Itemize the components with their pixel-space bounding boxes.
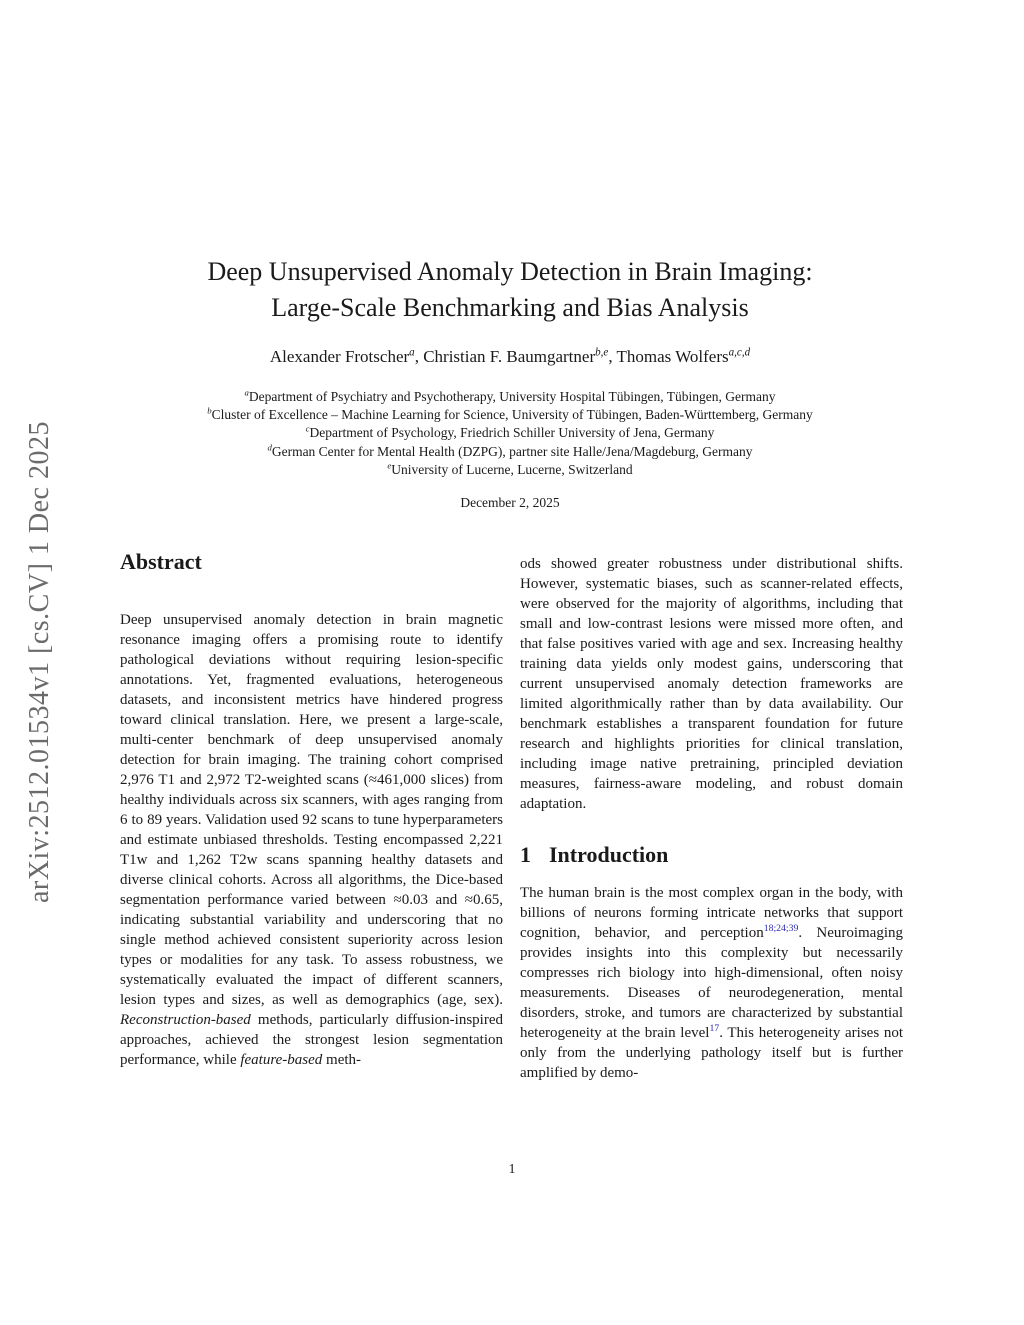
author-name: Thomas Wolfers: [616, 347, 729, 366]
affiliation-list: [110, 388, 910, 479]
title-line-1: Deep Unsupervised Anomaly Detection in Brain Imaging:: [207, 257, 813, 286]
abstract-emphasis-feature: feature-based: [240, 1052, 323, 1068]
section-title: Introduction: [549, 842, 669, 867]
affiliation-mark: c: [305, 423, 310, 434]
abstract-text-part-1: Deep unsupervised anomaly detection in brain magnetic resonance imaging offers a promising route to identify pathological deviations without requiring lesion-specific annotations. Yet, fragmented evaluations, heterogeneous datasets, and inconsistent metrics have hindered progress toward clinical translation. Here, we present a large-scale, multi-center benchmark of deep unsupervised anomaly detection for brain imaging. The training cohort comprised 2,976 T1 and 2,972 T2-weighted scans (≈461,000 slices) from healthy individuals across six scanners, with ages ranging from 6 to 89 years. Validation used 92 scans to tune hyperparameters and estimate unbiased thresholds. Testing encompassed 2,221 T1w and 1,262 T2w scans spanning healthy datasets and diverse clinical cohorts. Across all algorithms, the Dice-based segmentation performance varied between ≈0.03 and ≈0.65, indicating substantial variability and underscoring that no single method achieved consistent superiority across lesion types or modalities for any task. To assess robustness, we systematically evaluated the impact of different scanners, lesion types and sizes, as well as demographics (age, sex).: [120, 612, 503, 1008]
affiliation-mark: b: [207, 405, 212, 416]
left-column: [120, 548, 503, 1070]
abstract-text-part-3-start: meth-: [322, 1052, 362, 1068]
affiliation-line: [110, 388, 910, 406]
author-name: Christian F. Baumgartner: [423, 347, 596, 366]
paper-title: [120, 254, 900, 326]
citation-link[interactable]: 18;24;39: [763, 923, 799, 934]
author-affiliation-mark: b,e: [595, 346, 609, 359]
affiliation-line: [110, 406, 910, 424]
intro-text-part-3: . This heterogeneity arises not only from the underlying pathology itself but is further amplified by demo-: [520, 1025, 903, 1081]
publication-date: December 2, 2025: [460, 495, 560, 510]
author-list: Alexander Frotscher$^a$, Christian F. Baumgartner$^{b,e}$, Thomas Wolfers$^{a,c,d}$: [269, 346, 751, 366]
affiliation-text: German Center for Mental Health (DZPG), partner site Halle/Jena/Magdeburg, Germany: [271, 443, 753, 459]
affiliation-line: [110, 443, 910, 461]
introduction-body: [520, 883, 903, 1083]
affiliation-line: [110, 461, 910, 479]
arxiv-identifier: [10, 382, 70, 942]
affiliation-mark: e: [387, 460, 392, 471]
author-name: Alexander Frotscher: [269, 347, 410, 366]
affiliation-text: Department of Psychiatry and Psychotherapy, University Hospital Tübingen, Tübingen, Germany: [248, 389, 776, 404]
author-affiliation-mark: a: [409, 346, 415, 359]
title-line-2: Large-Scale Benchmarking and Bias Analysis: [271, 293, 749, 322]
affiliation-text: Cluster of Excellence – Machine Learning for Science, University of Tübingen, Baden-Württemberg, Germany: [211, 407, 813, 423]
abstract-continuation: ods showed greater robustness under distributional shifts. However, systematic biases, such as scanner-related effects, were observed for the majority of algorithms, including that small and low-contrast lesions were missed more often, and that false positives varied with age and sex. Increasing healthy training data yields only modest gains, underscoring that current unsupervised anomaly detection frameworks are limited algorithmically rather than by data availability. Our benchmark establishes a transparent foundation for future research and highlights priorities for clinical translation, including image native pretraining, principled deviation measures, fairness-aware modeling, and robust domain adaptation.: [520, 556, 903, 812]
intro-text-part-2: . Neuroimaging provides insights into this complexity but necessarily compresses rich biology into high-dimensional, often noisy measurements. Diseases of neurodegeneration, mental disorders, stroke, and tumors are characterized by substantial heterogeneity at the brain level: [520, 925, 904, 1041]
section-number: 1: [520, 842, 531, 867]
affiliation-text: Department of Psychology, Friedrich Schiller University of Jena, Germany: [309, 425, 715, 441]
right-column: [520, 554, 903, 1083]
abstract-heading: Abstract: [120, 549, 202, 574]
citation-link[interactable]: 17: [709, 1023, 720, 1034]
affiliation-mark: d: [267, 442, 272, 453]
abstract-text-part-2: methods, particularly diffusion-inspired approaches, achieved the strongest lesion segmentation performance, while: [120, 1012, 503, 1068]
abstract-emphasis-reconstruction: Reconstruction-based: [120, 1012, 251, 1028]
author-affiliation-mark: a,c,d: [728, 346, 751, 359]
introduction-heading: [520, 841, 903, 869]
abstract-body: [120, 610, 503, 1070]
intro-text-part-1: The human brain is the most complex organ in the body, with billions of neurons forming intricate networks that support cognition, behavior, and perception: [520, 885, 903, 941]
affiliation-mark: a: [244, 387, 249, 398]
affiliation-line: [110, 424, 910, 442]
arxiv-id-text: arXiv:2512.01534v1 [cs.CV] 1 Dec 2025: [24, 421, 56, 903]
page-number: 1: [508, 1162, 516, 1177]
affiliation-text: University of Lucerne, Lucerne, Switzerland: [391, 461, 633, 477]
